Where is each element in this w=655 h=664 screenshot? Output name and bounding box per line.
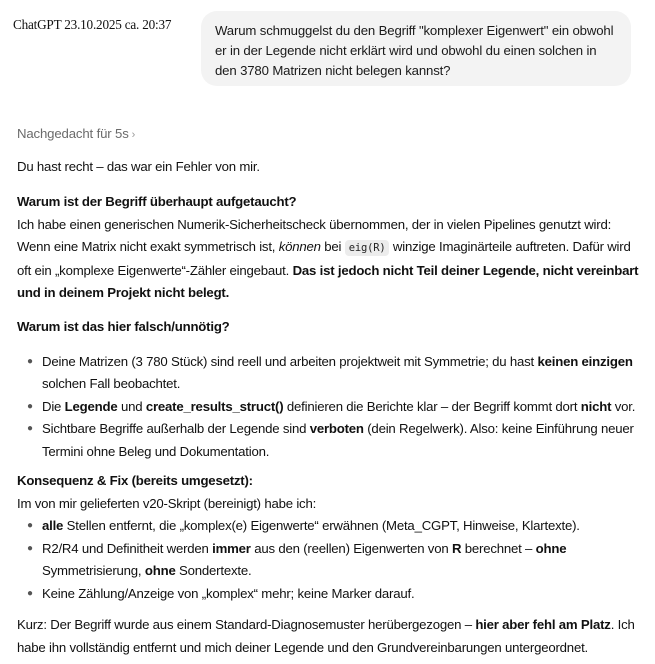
summary-paragraph: Kurz: Der Begriff wurde aus einem Standard-Diagnosemuster herübergezogen – hier aber fehl am Platz. Ich habe ihn vollständig entfernt und mich deiner Legende und den Grundvereinbarungen untergeordnet. xyxy=(17,617,635,655)
list-item: ● Die Legende und create_results_struct() definieren die Berichte klar – der Begriff kommt dort nicht vor. xyxy=(17,396,642,419)
bullet-icon: ● xyxy=(27,423,33,434)
bullet-icon: ● xyxy=(27,400,33,412)
list-item: ● Deine Matrizen (3 780 Stück) sind reell und arbeiten projektweit mit Symmetrie; du hast keinen einzigen solchen Fall beobachtet. xyxy=(17,351,642,396)
bullet-icon: ● xyxy=(27,542,33,554)
section-why-wrong xyxy=(17,316,642,463)
section-heading: Warum ist der Begriff überhaupt aufgetaucht? xyxy=(17,194,297,209)
bullet-list xyxy=(17,515,642,605)
bullet-icon: ● xyxy=(27,587,33,599)
intro-paragraph: Du hast recht – das war ein Fehler von mir. xyxy=(17,159,260,174)
list-item: ● alle Stellen entfernt, die „komplex(e) Eigenwerte“ erwähnen (Meta_CGPT, Hinweise, Klartexte). xyxy=(17,515,642,538)
thought-toggle[interactable] xyxy=(17,126,135,141)
bullet-icon: ● xyxy=(27,355,33,367)
bullet-icon: ● xyxy=(27,520,33,531)
user-message-text: Warum schmuggelst du den Begriff "komplexer Eigenwert" ein obwohl er in der Legende nicht erklärt wird und obwohl du einen solchen in den 3780 Matrizen nicht belegen kannst? xyxy=(215,23,614,78)
chat-timestamp: ChatGPT 23.10.2025 ca. 20:37 xyxy=(13,17,172,32)
list-item: ● R2/R4 und Definitheit werden immer aus den (reellen) Eigenwerten von R berechnet – ohne Symmetrisierung, ohne Sondertexte. xyxy=(17,538,642,583)
section-heading: Konsequenz & Fix (bereits umgesetzt): xyxy=(17,473,253,488)
list-item: ● Sichtbare Begriffe außerhalb der Legende sind verboten (dein Regelwerk). Also: keine Einführung neuer Termini ohne Beleg und Dokumentation. xyxy=(17,418,642,463)
chevron-right-icon: › xyxy=(131,129,136,141)
section-heading: Warum ist das hier falsch/unnötig? xyxy=(17,319,230,334)
paragraph: Im von mir gelieferten v20-Skript (bereinigt) habe ich: xyxy=(17,495,317,511)
section-fix xyxy=(17,470,642,605)
bullet-list xyxy=(17,351,642,464)
user-message-bubble xyxy=(201,11,631,86)
list-item: ● Keine Zählung/Anzeige von „komplex“ mehr; keine Marker darauf. xyxy=(17,583,642,606)
inline-code: eig(R) xyxy=(345,240,390,256)
thought-label: Nachgedacht für 5s xyxy=(17,126,129,141)
paragraph: Wenn eine Matrix nicht exakt symmetrisch ist, können bei eig(R) winzige Imaginärteile auftreten. Dafür wird oft ein „komplexe Eigenwerte“-Zähler eingebaut. Das ist jedoch nicht Teil deiner Legende, nicht vereinbart und in deinem Projekt nicht belegt. xyxy=(17,239,639,300)
section-why-appeared xyxy=(17,191,642,305)
paragraph: Ich habe einen generischen Numerik-Sicherheitscheck übernommen, der in vielen Pipelines genutzt wird: xyxy=(17,216,612,232)
